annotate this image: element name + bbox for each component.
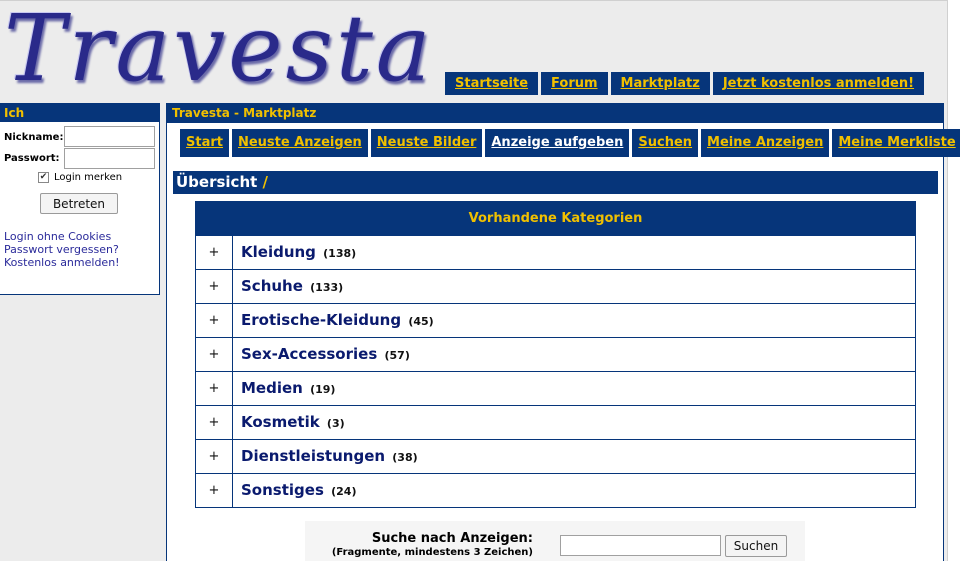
category-name[interactable]: Dienstleistungen — [241, 447, 386, 465]
table-row — [196, 473, 915, 507]
expand-plus-icon[interactable]: + — [196, 440, 233, 473]
ad-search-form — [305, 521, 805, 561]
breadcrumb-separator: / — [262, 173, 269, 191]
topnav-marktplatz[interactable]: Marktplatz — [611, 72, 710, 95]
category-count: (138) — [323, 247, 357, 260]
breadcrumb-overview[interactable]: Übersicht — [176, 173, 258, 191]
topnav-register[interactable]: Jetzt kostenlos anmelden! — [713, 72, 924, 95]
category-name[interactable]: Sonstiges — [241, 481, 324, 499]
category-name[interactable]: Kosmetik — [241, 413, 320, 431]
category-count: (24) — [331, 485, 357, 498]
subnav-meine-anzeigen[interactable]: Meine Anzeigen — [701, 129, 829, 157]
categories-table — [195, 201, 916, 508]
expand-plus-icon[interactable]: + — [196, 304, 233, 337]
table-row — [196, 303, 915, 337]
category-name[interactable]: Erotische-Kleidung — [241, 311, 402, 329]
table-row — [196, 371, 915, 405]
login-without-cookies-link[interactable]: Login ohne Cookies — [4, 230, 112, 243]
category-link[interactable] — [233, 440, 418, 473]
register-free-link[interactable]: Kostenlos anmelden! — [4, 256, 120, 269]
forgot-password-link[interactable]: Passwort vergessen? — [4, 243, 119, 256]
subnav-suchen[interactable]: Suchen — [632, 129, 698, 157]
login-panel-title: Ich — [0, 104, 159, 122]
nickname-label: Nickname: — [4, 132, 64, 143]
table-row — [196, 405, 915, 439]
category-link[interactable] — [233, 372, 335, 405]
table-row — [196, 337, 915, 371]
category-count: (38) — [392, 451, 418, 464]
search-hint: (Fragmente, mindestens 3 Zeichen) — [331, 547, 533, 558]
nickname-input[interactable] — [64, 126, 155, 147]
category-link[interactable] — [233, 406, 345, 439]
remember-me — [38, 172, 122, 183]
category-link[interactable] — [233, 304, 434, 337]
marketplace-title: Travesta - Marktplatz — [167, 104, 943, 123]
subnav-anzeige-aufgeben[interactable]: Anzeige aufgeben — [485, 129, 629, 157]
category-name[interactable]: Medien — [241, 379, 303, 397]
expand-plus-icon[interactable]: + — [196, 474, 233, 507]
password-input[interactable] — [64, 148, 155, 169]
category-count: (19) — [310, 383, 336, 396]
remember-checkbox[interactable]: ✔ — [39, 172, 48, 182]
marketplace-subnav — [180, 129, 960, 157]
remember-label: Login merken — [54, 172, 123, 183]
search-button[interactable]: Suchen — [725, 535, 787, 557]
categories-header: Vorhandene Kategorien — [196, 202, 915, 235]
category-link[interactable] — [233, 338, 410, 371]
topnav-forum[interactable]: Forum — [541, 72, 608, 95]
category-count: (57) — [384, 349, 410, 362]
top-navigation — [445, 72, 924, 95]
expand-plus-icon[interactable]: + — [196, 372, 233, 405]
expand-plus-icon[interactable]: + — [196, 406, 233, 439]
category-name[interactable]: Kleidung — [241, 243, 316, 261]
category-count: (45) — [408, 315, 434, 328]
subnav-neuste-anzeigen[interactable]: Neuste Anzeigen — [232, 129, 368, 157]
table-row — [196, 235, 915, 269]
login-submit-button[interactable]: Betreten — [40, 193, 118, 214]
search-title: Suche nach Anzeigen: — [371, 531, 533, 546]
login-panel — [0, 103, 160, 295]
category-link[interactable] — [233, 236, 356, 269]
password-label: Passwort: — [4, 153, 60, 164]
category-link[interactable] — [233, 474, 356, 507]
marketplace-panel — [166, 103, 956, 561]
category-name[interactable]: Sex-Accessories — [241, 345, 378, 363]
subnav-meine-merkliste[interactable]: Meine Merkliste — [832, 129, 960, 157]
expand-plus-icon[interactable]: + — [196, 338, 233, 371]
table-row — [196, 439, 915, 473]
category-link[interactable] — [233, 270, 343, 303]
table-row — [196, 269, 915, 303]
subnav-start[interactable]: Start — [180, 129, 229, 157]
subnav-neuste-bilder[interactable]: Neuste Bilder — [371, 129, 483, 157]
category-name[interactable]: Schuhe — [241, 277, 303, 295]
expand-plus-icon[interactable]: + — [196, 236, 233, 269]
category-count: (133) — [310, 281, 344, 294]
topnav-startseite[interactable]: Startseite — [445, 72, 538, 95]
site-logo[interactable]: Travesta — [4, 0, 434, 102]
search-input[interactable] — [560, 535, 721, 556]
category-count: (3) — [326, 417, 345, 430]
login-links — [4, 230, 120, 269]
breadcrumb — [173, 171, 938, 194]
expand-plus-icon[interactable]: + — [196, 270, 233, 303]
